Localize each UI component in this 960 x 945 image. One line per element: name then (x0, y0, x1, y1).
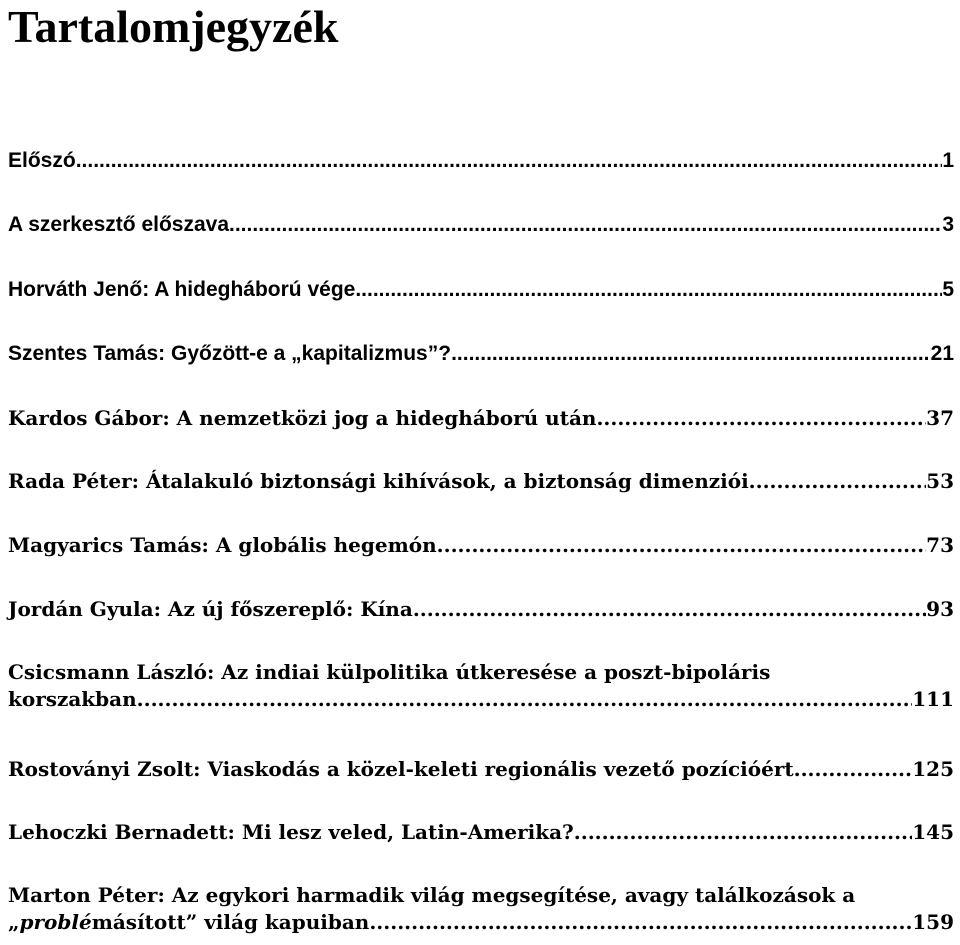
toc-entry-rada[interactable] (8, 468, 954, 495)
toc-leader-dots (76, 147, 943, 174)
toc-leader-dots (794, 756, 913, 783)
toc-entry-szentes[interactable] (8, 340, 954, 367)
toc-entry-title-line2: korszakban (8, 687, 137, 711)
toc-leader-dots (749, 468, 926, 495)
page-title: Tartalomjegyzék (8, 1, 339, 52)
toc-leader-dots (229, 211, 942, 238)
toc-entry-marton[interactable] (8, 882, 954, 936)
toc-entry-title: Rada Péter: Átalakuló biztonsági kihívások, a biztonság dimenziói (8, 469, 749, 493)
toc-page-number: 125 (912, 757, 954, 781)
toc-leader-dots (413, 596, 926, 623)
toc-entry-title: Kardos Gábor: A nemzetközi jog a hidegháború után (8, 406, 597, 430)
toc-entry-title-line2 (8, 909, 369, 936)
toc-leader-dots (451, 340, 931, 367)
title-rest: másított” világ kapuiban (91, 910, 370, 934)
toc-page-number: 21 (930, 342, 954, 365)
toc-page-number: 111 (912, 687, 954, 711)
toc-entry-title: Rostoványi Zsolt: Viaskodás a közel-keleti regionális vezető pozícióért (8, 757, 794, 781)
toc-entry-title: Horváth Jenő: A hidegháború vége (8, 278, 356, 301)
toc-entry-lehoczki[interactable] (8, 819, 954, 846)
toc-entry-jordan[interactable] (8, 596, 954, 623)
toc-page-number: 3 (942, 213, 954, 236)
toc-entry-magyarics[interactable] (8, 532, 954, 559)
toc-entry-title-line1: Marton Péter: Az egykori harmadik világ megsegítése, avagy találkozások a (8, 883, 856, 907)
toc-leader-dots (574, 819, 912, 846)
toc-entry-title-line1: Csicsmann László: Az indiai külpolitika útkeresése a poszt-bipoláris (8, 660, 771, 684)
toc-page-number: 1 (942, 149, 954, 172)
open-quote: „ (8, 910, 20, 934)
toc-leader-dots (137, 686, 913, 713)
toc-leader-dots (355, 276, 942, 303)
italic-fragment: problé (19, 910, 92, 934)
toc-entry-eloszo[interactable] (8, 147, 954, 174)
toc-page-number: 159 (912, 910, 954, 934)
toc-entry-horvath[interactable] (8, 276, 954, 303)
toc-entry-title: Előszó (8, 149, 76, 172)
toc-leader-dots (596, 405, 926, 432)
toc-entry-csicsmann[interactable] (8, 659, 954, 713)
toc-page-number: 5 (942, 278, 954, 301)
toc-entry-kardos[interactable] (8, 405, 954, 432)
toc-entry-title: Jordán Gyula: Az új főszereplő: Kína (8, 597, 413, 621)
toc-entry-title: Szentes Tamás: Győzött-e a „kapitalizmus”? (8, 342, 452, 365)
toc-leader-dots (437, 532, 927, 559)
toc-entry-szerkeszto-eloszava[interactable] (8, 211, 954, 238)
toc-entry-rostovanyi[interactable] (8, 756, 954, 783)
toc-entry-title: A szerkesztő előszava (8, 213, 230, 236)
toc-page-number: 73 (926, 533, 954, 557)
toc-leader-dots (369, 909, 912, 936)
toc-entry-title: Lehoczki Bernadett: Mi lesz veled, Latin-Amerika? (8, 820, 574, 844)
toc-entry-title: Magyarics Tamás: A globális hegemón (8, 533, 437, 557)
toc-page-number: 53 (926, 469, 954, 493)
toc-page-number: 145 (912, 820, 954, 844)
toc-page-number: 93 (926, 597, 954, 621)
toc-page-number: 37 (926, 406, 954, 430)
